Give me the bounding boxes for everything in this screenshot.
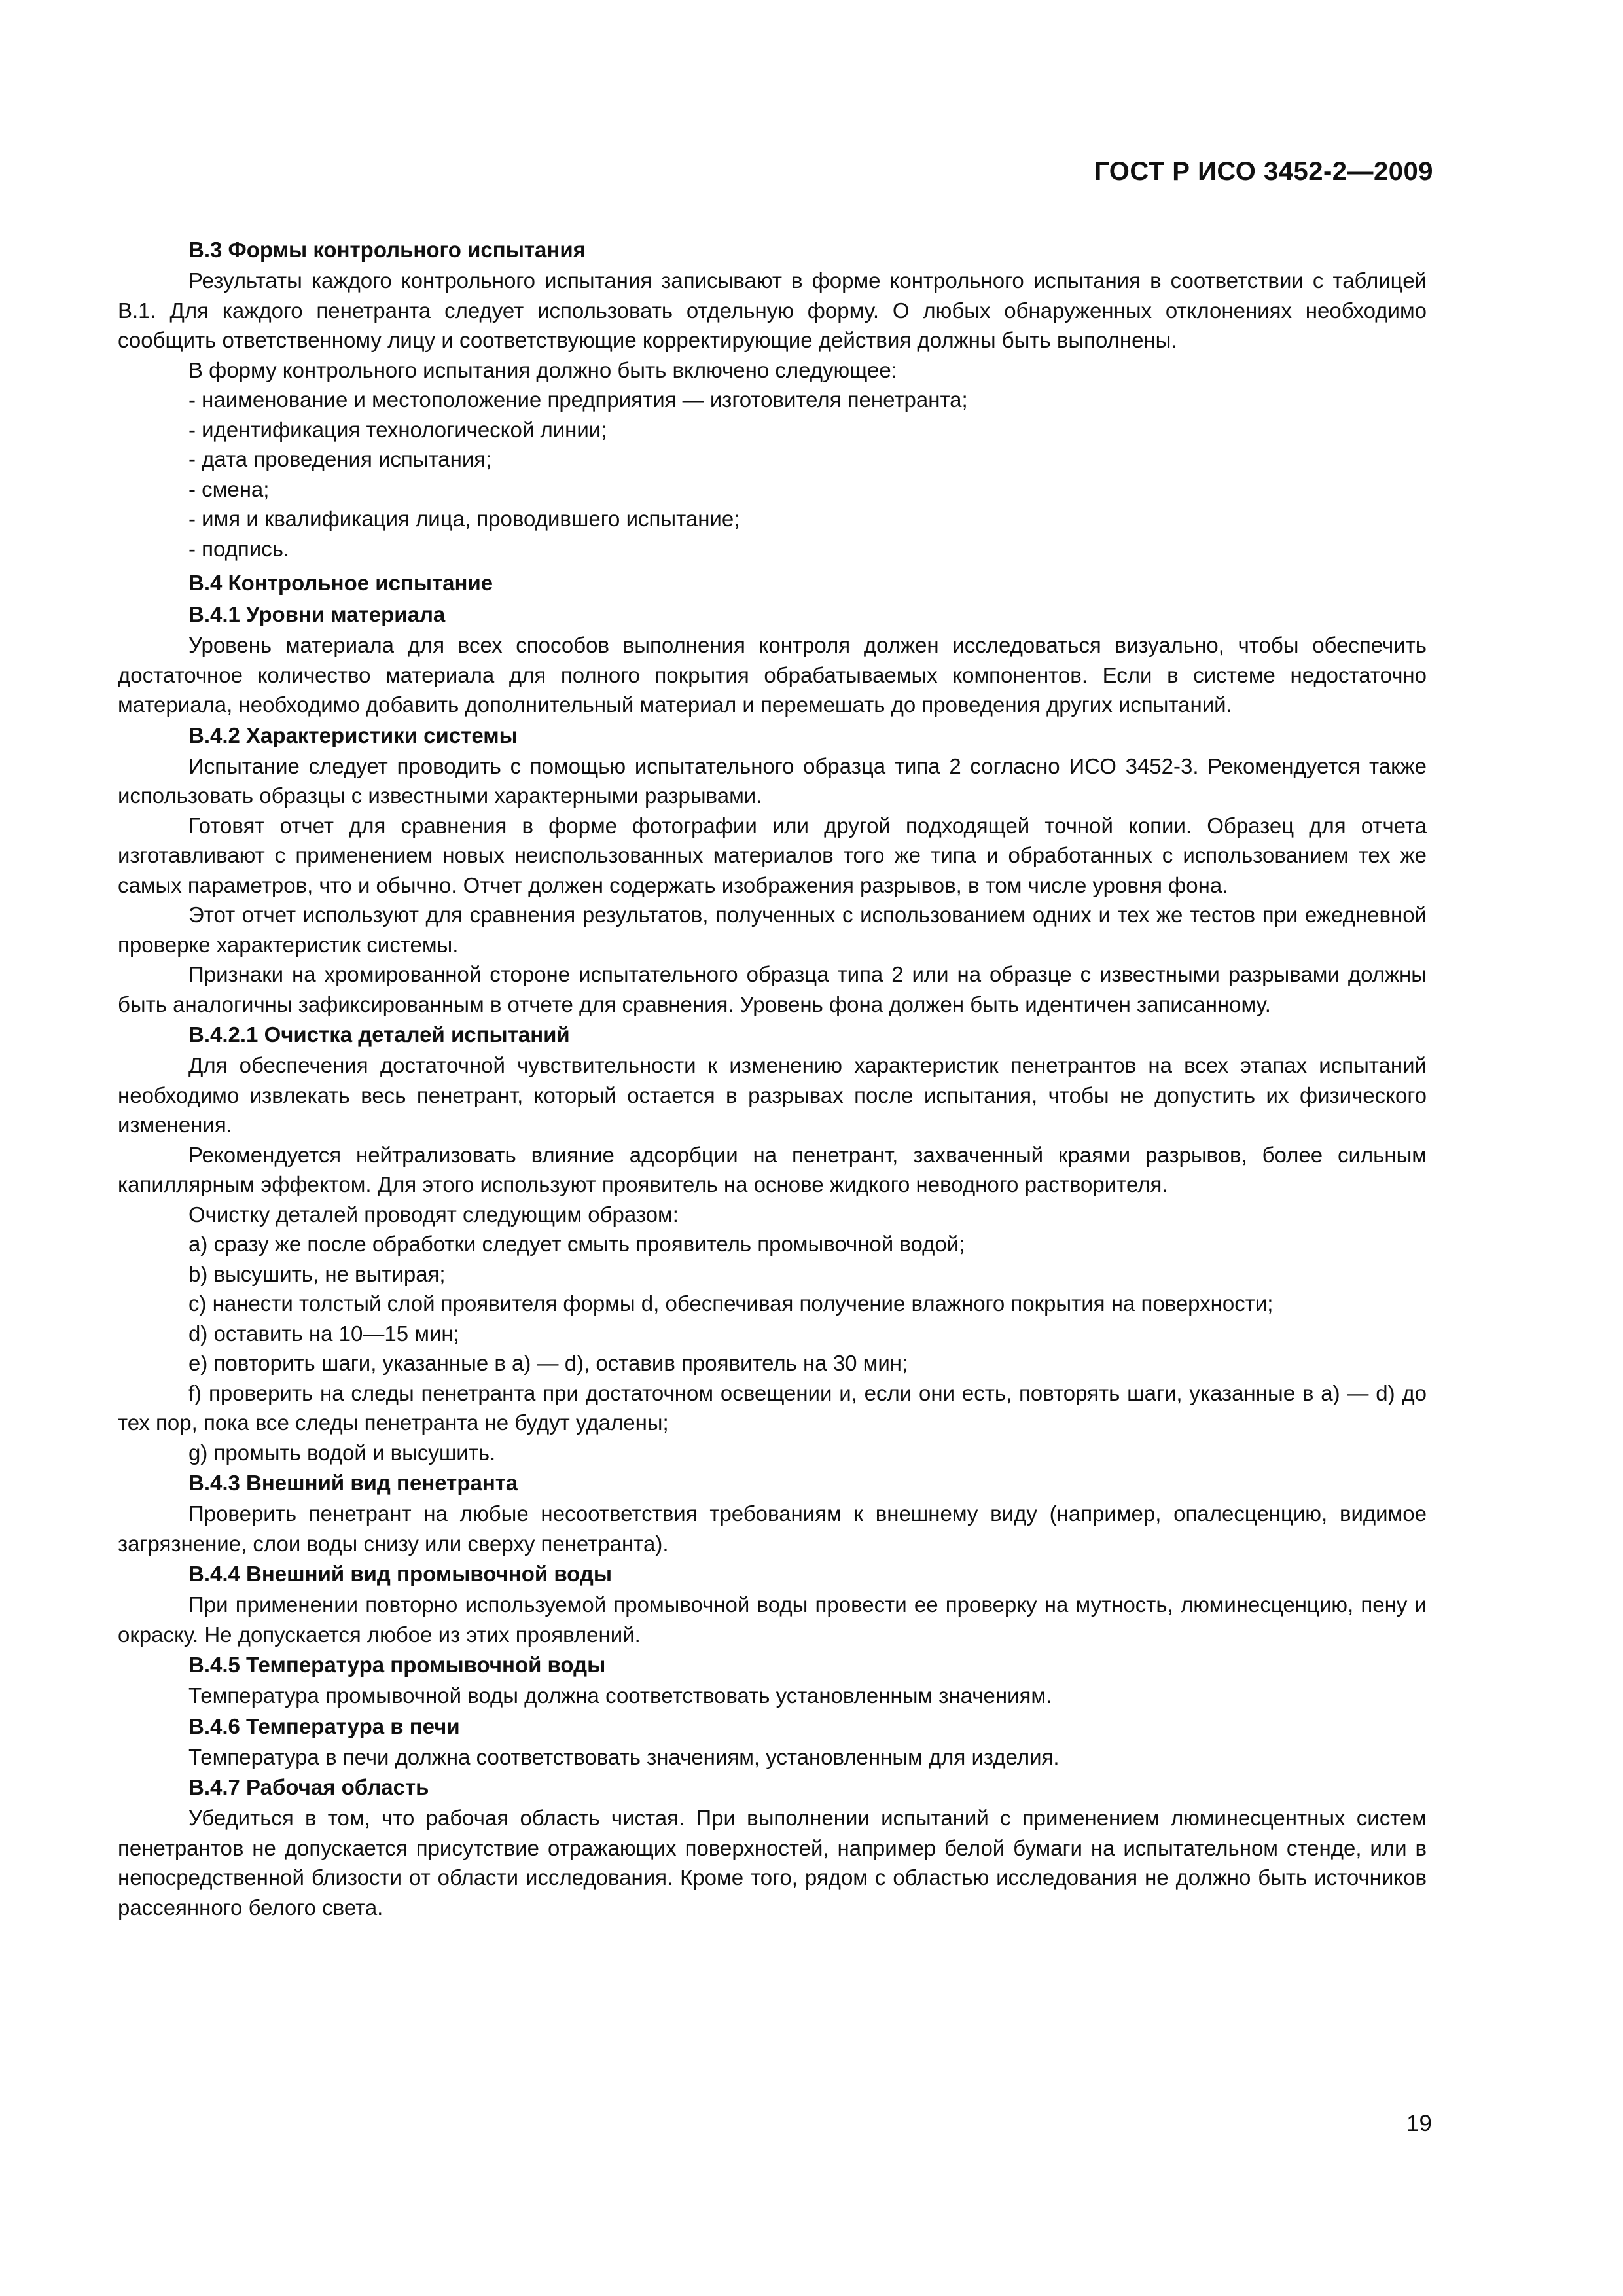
- paragraph: Этот отчет используют для сравнения результатов, полученных с использованием одних и тех же тестов при ежедневной проверке характеристик системы.: [118, 903, 1427, 957]
- paragraph: Признаки на хромированной стороне испытательного образца типа 2 или на образце с известными разрывами должны быть аналогичны зафиксированным в отчете для сравнения. Уровень фона должен быть идентичен записанному.: [118, 962, 1427, 1016]
- list-item: - имя и квалификация лица, проводившего испытание;: [188, 504, 1427, 534]
- list-item: - подпись.: [188, 534, 1427, 564]
- section-heading-b421: В.4.2.1 Очистка деталей испытаний: [188, 1022, 570, 1047]
- list-item: c) нанести толстый слой проявителя формы d, обеспечивая получение влажного покрытия на поверхности;: [188, 1291, 1274, 1316]
- list-item: - смена;: [188, 475, 1427, 505]
- paragraph: Результаты каждого контрольного испытания записывают в форме контрольного испытания в соответствии с таблицей В.1. Для каждого пенетранта следует использовать отдельную форму. О любых обнаруженных отклонениях необходимо сообщить ответственному лицу и соответствующие корректирующие действия должны быть выполнены.: [118, 268, 1427, 352]
- paragraph: Для обеспечения достаточной чувствительности к изменению характеристик пенетрантов на всех этапах испытаний необходимо извлекать весь пенетрант, который остается в разрывах после испытания, чтобы не допустить их физического изменения.: [118, 1053, 1427, 1137]
- paragraph: При применении повторно используемой промывочной воды провести ее проверку на мутность, люминесценцию, пену и окраску. Не допускается любое из этих проявлений.: [118, 1592, 1427, 1647]
- document-body: [118, 234, 1427, 1922]
- list-item: f) проверить на следы пенетранта при достаточном освещении и, если они есть, повторять шаги, указанные в a) — d) до тех пор, пока все следы пенетранта не будут удалены;: [118, 1380, 1427, 1435]
- section-heading-b43: В.4.3 Внешний вид пенетранта: [188, 1471, 518, 1495]
- section-heading-b3: В.3 Формы контрольного испытания: [188, 238, 586, 262]
- section-heading-b41: В.4.1 Уровни материала: [188, 602, 446, 626]
- list-item: - идентификация технологической линии;: [188, 415, 1427, 445]
- list-item: a) сразу же после обработки следует смыть проявитель промывочной водой;: [188, 1232, 965, 1256]
- paragraph: Уровень материала для всех способов выполнения контроля должен исследоваться визуально, чтобы обеспечить достаточное количество материала для полного покрытия обрабатываемых компонентов. Если в системе недостаточно материала, необходимо добавить дополнительный материал и перемешать до проведения других испытаний.: [118, 633, 1427, 717]
- paragraph: Рекомендуется нейтрализовать влияние адсорбции на пенетрант, захваченный краями разрывов, более сильным капиллярным эффектом. Для этого используют проявитель на основе жидкого неводного растворителя.: [118, 1142, 1427, 1196]
- section-heading-b46: В.4.6 Температура в печи: [188, 1713, 460, 1738]
- list-item: - дата проведения испытания;: [188, 444, 1427, 475]
- list-item: e) повторить шаги, указанные в a) — d), оставив проявитель на 30 мин;: [188, 1351, 908, 1375]
- section-heading-b4: В.4 Контрольное испытание: [188, 571, 493, 595]
- list-item: b) высушить, не вытирая;: [188, 1261, 446, 1286]
- cleaning-steps-list: [118, 1229, 1427, 1467]
- paragraph: Убедиться в том, что рабочая область чистая. При выполнении испытаний с применением люминесцентных систем пенетрантов не допускается присутствие отражающих поверхностей, например белой бумаги на испытательном стенде, или в непосредственной близости от области исследования. Кроме того, рядом с областью исследования не должно быть источников рассеянного белого света.: [118, 1806, 1427, 1920]
- paragraph: Испытание следует проводить с помощью испытательного образца типа 2 согласно ИСО 3452-3. Рекомендуется также использовать образцы с известными характерными разрывами.: [118, 753, 1427, 808]
- list-item: d) оставить на 10—15 мин;: [188, 1321, 459, 1346]
- section-heading-b42: В.4.2 Характеристики системы: [188, 723, 518, 747]
- page-number: 19: [1406, 2111, 1432, 2136]
- paragraph: Температура промывочной воды должна соответствовать установленным значениям.: [188, 1683, 1052, 1708]
- paragraph: Очистку деталей проводят следующим образом:: [188, 1202, 679, 1227]
- section-heading-b45: В.4.5 Температура промывочной воды: [188, 1653, 606, 1677]
- list-item: g) промыть водой и высушить.: [188, 1440, 496, 1465]
- section-heading-b44: В.4.4 Внешний вид промывочной воды: [188, 1562, 613, 1586]
- paragraph: Проверить пенетрант на любые несоответствия требованиям к внешнему виду (например, опалесценцию, видимое загрязнение, слои воды снизу или сверху пенетранта).: [118, 1501, 1427, 1556]
- section-heading-b47: В.4.7 Рабочая область: [188, 1775, 429, 1799]
- paragraph: В форму контрольного испытания должно быть включено следующее:: [188, 357, 897, 382]
- list-item: - наименование и местоположение предприятия — изготовителя пенетранта;: [188, 385, 1427, 415]
- required-fields-list: [118, 385, 1427, 564]
- document-identifier: ГОСТ Р ИСО 3452-2—2009: [1094, 157, 1433, 186]
- paragraph: Готовят отчет для сравнения в форме фотографии или другой подходящей точной копии. Образец для отчета изготавливают с применением новых неиспользованных материалов того же типа и обработанных с использованием тех же самых параметров, что и обычно. Отчет должен содержать изображения разрывов, в том числе уровня фона.: [118, 813, 1427, 897]
- paragraph: Температура в печи должна соответствовать значениям, установленным для изделия.: [188, 1744, 1060, 1769]
